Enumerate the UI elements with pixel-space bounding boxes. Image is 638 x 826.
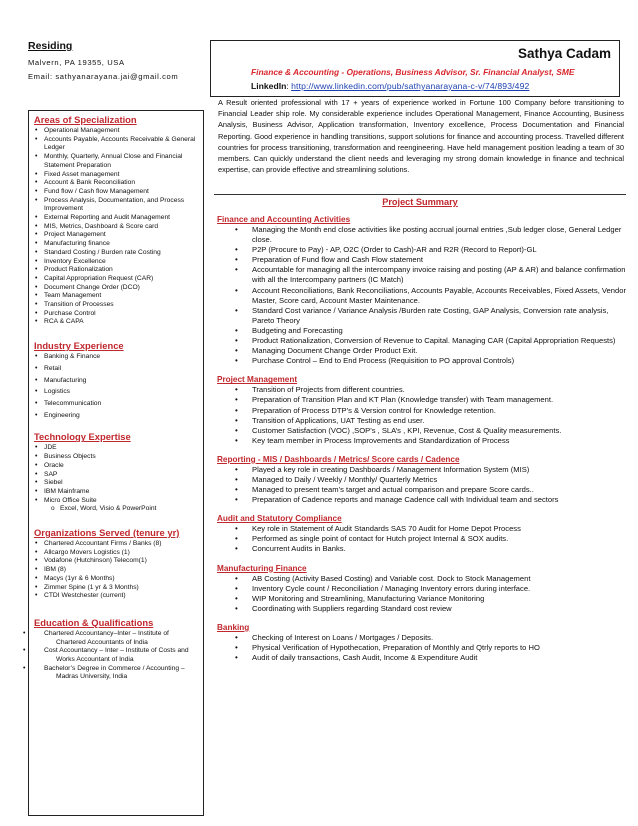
technology-item: • Micro Office Suite — [34, 497, 198, 506]
organization-item: • Zimmer Spine (1 yr & 3 Months) — [34, 584, 198, 593]
section-item: • Transition of Projects from different countries. — [252, 385, 626, 395]
education-item: • Bachelor’s Degree in Commerce / Accounting –Madras University, India — [34, 665, 198, 682]
organization-item: • Chartered Accountant Firms / Banks (8) — [34, 540, 198, 549]
education-list — [34, 630, 198, 682]
specialization-item: • Product Rationalization — [34, 266, 198, 275]
section-item: • Managed to Daily / Weekly / Monthly/ Quarterly Metrics — [252, 475, 626, 485]
section-list — [214, 633, 626, 663]
section-item: • Product Rationalization, Conversion of Revenue to Capital. Managing CAR (Capital Appropriation Requests) — [252, 336, 626, 346]
sidebar — [28, 110, 204, 816]
section-heading: Project Management — [217, 375, 298, 385]
specialization-item: • Document Change Order (DCO) — [34, 284, 198, 293]
technology-item: • IBM Mainframe — [34, 488, 198, 497]
specialization-item: • Team Management — [34, 292, 198, 301]
specialization-item: • Fund flow / Cash flow Management — [34, 188, 198, 197]
specialization-item: • Transition of Processes — [34, 301, 198, 310]
section-item: • Transition of Applications, UAT Testing as end user. — [252, 416, 626, 426]
summary-divider — [214, 194, 626, 195]
linkedin-link[interactable]: http://www.linkedin.com/pub/sathyanarayana-c-v/74/893/492 — [291, 81, 530, 91]
section-list — [214, 225, 626, 366]
section-item: • Key role in Statement of Audit Standards SAS 70 Audit for Home Depot Process — [252, 524, 626, 534]
industry-item: • Logistics — [34, 388, 198, 397]
residing-location: Malvern, PA 19355, USA — [28, 58, 125, 67]
candidate-name: Sathya Cadam — [517, 46, 611, 61]
section-item: • Checking of Interest on Loans / Mortgages / Deposits. — [252, 633, 626, 643]
candidate-title: Finance & Accounting - Operations, Business Advisor, Sr. Financial Analyst, SME — [251, 67, 575, 77]
section-item: • Managing Document Change Order Product Exit. — [252, 346, 626, 356]
section-heading: Manufacturing Finance — [217, 563, 307, 573]
residing-block — [28, 40, 208, 86]
technology-item: • SAP — [34, 471, 198, 480]
specialization-item: • Purchase Control — [34, 310, 198, 319]
section-list — [214, 574, 626, 614]
industry-item: • Engineering — [34, 412, 198, 421]
section-item: • Budgeting and Forecasting — [252, 326, 626, 336]
technology-item: • Oracle — [34, 462, 198, 471]
specialization-item: • Standard Costing / Burden rate Costing — [34, 249, 198, 258]
technology-sub-item: o Excel, Word, Visio & PowerPoint — [34, 505, 198, 514]
section-item: • Preparation of Transition Plan and KT Plan (Knowledge transfer) with Team management. — [252, 395, 626, 405]
education-heading: Education & Qualifications — [34, 616, 154, 628]
industry-heading: Industry Experience — [34, 340, 124, 352]
section-item: • Customer Satisfaction (VOC) ,SOP’s , SLA’s , KPI, Revenue, Cost & Quality measurements. — [252, 426, 626, 436]
section-item: • Accountable for managing all the intercompany invoice raising and posting (AP & AR) and balance confirmation with all the Intercompany partners (IC Match) — [252, 265, 626, 285]
section-item: • Managed to present team’s target and actual comparison and prepare Score cards.. — [252, 485, 626, 495]
specialization-item: • Manufacturing finance — [34, 240, 198, 249]
section-item: • Purchase Control – End to End Process (Requisition to PO approval Controls) — [252, 356, 626, 366]
industry-item: • Manufacturing — [34, 377, 198, 386]
residing-heading: Residing — [28, 40, 73, 52]
section-item: • AB Costing (Activity Based Costing) and Variable cost. Dock to Stock Management — [252, 574, 626, 584]
section-item: • Physical Verification of Hypothecation, Preparation of Monthly and Qtrly reports to HO — [252, 643, 626, 653]
section-item: • WIP Monitoring and Streamlining, Manufacturing Variance Monitoring — [252, 594, 626, 604]
section-heading: Audit and Statutory Compliance — [217, 514, 342, 524]
specialization-item: • Accounts Payable, Accounts Receivable & General Ledger — [34, 136, 198, 153]
section-list — [214, 524, 626, 554]
education-item: • Cost Accountancy – Inter – Institute of Costs and Works Accountant of India — [34, 647, 198, 664]
project-sections — [214, 215, 626, 663]
education-item: • Chartered Accountancy–Inter – Institute of Chartered Accountants of India — [34, 630, 198, 647]
specialization-item: • MIS, Metrics, Dashboard & Score card — [34, 223, 198, 232]
industry-item: • Banking & Finance — [34, 353, 198, 362]
section-heading: Finance and Accounting Activities — [217, 215, 351, 224]
section-item: • Coordinating with Suppliers regarding Standard cost review — [252, 604, 626, 614]
specialization-item: • Account & Bank Reconciliation — [34, 179, 198, 188]
section-item: • Account Reconciliations, Bank Reconciliations, Accounts Payable, Accounts Receivables, Fixed Assets, Vendor Master, Score card, Account Master Maintenance. — [252, 286, 626, 306]
section-item: • P2P (Procure to Pay) - AP, O2C (Order to Cash)-AR and R2R (Record to Report)-GL — [252, 245, 626, 255]
specialization-item: • RCA & CAPA — [34, 318, 198, 327]
linkedin-label: LinkedIn — [251, 81, 287, 91]
section-item: • Audit of daily transactions, Cash Audit, Income & Expenditure Audit — [252, 653, 626, 663]
section-item: • Preparation of Fund flow and Cash Flow statement — [252, 255, 626, 265]
specialization-heading: Areas of Specialization — [34, 114, 137, 125]
specialization-item: • External Reporting and Audit Management — [34, 214, 198, 223]
organization-item: • IBM (8) — [34, 566, 198, 575]
specialization-item: • Project Management — [34, 231, 198, 240]
technology-heading: Technology Expertise — [34, 431, 131, 443]
header-box — [210, 40, 620, 97]
section-item: • Key team member in Process Improvements and Standardization of Process — [252, 436, 626, 446]
specialization-item: • Inventory Excellence — [34, 258, 198, 267]
linkedin-sep: : — [286, 81, 289, 91]
residing-email: Email: sathyanarayana.jai@gmail.com — [28, 72, 179, 81]
section-item: • Preparation of Process DTP’s & Version control for Knowledge retention. — [252, 406, 626, 416]
specialization-item: • Fixed Asset management — [34, 171, 198, 180]
main-content — [214, 97, 626, 672]
section-heading: Reporting - MIS / Dashboards / Metrics/ Score cards / Cadence — [217, 454, 460, 464]
project-summary-title: Project Summary — [382, 197, 458, 207]
section-item: • Preparation of Cadence reports and manage Cadence call with Individual team and sectors — [252, 495, 626, 505]
section-item: • Concurrent Audits in Banks. — [252, 544, 626, 554]
specialization-item: • Capital Appropriation Request (CAR) — [34, 275, 198, 284]
section-list — [214, 385, 626, 446]
industry-list — [34, 353, 198, 420]
organization-item: • CTDI Westchester (current) — [34, 592, 198, 601]
organization-item: • Macys (1yr & 6 Months) — [34, 575, 198, 584]
technology-item: • Siebel — [34, 479, 198, 488]
specialization-item: • Operational Management — [34, 127, 198, 136]
section-item: • Managing the Month end close activities like posting accrual journal entries ,Sub ledger close, General Ledger close. — [252, 225, 626, 245]
industry-item: • Retail — [34, 365, 198, 374]
section-list — [214, 465, 626, 505]
technology-item: • JDE — [34, 444, 198, 453]
section-item: • Performed as single point of contact for Hutch project Internal & SOX audits. — [252, 534, 626, 544]
linkedin-line — [251, 81, 529, 91]
section-item: • Inventory Cycle count / Reconciliation / Managing Inventory errors during interface. — [252, 584, 626, 594]
organizations-list — [34, 540, 198, 601]
specialization-item: • Process Analysis, Documentation, and Process Improvement — [34, 197, 198, 214]
specialization-item: • Monthly, Quarterly, Annual Close and Financial Statement Preparation — [34, 153, 198, 170]
section-heading: Banking — [217, 622, 250, 632]
section-item: • Standard Cost variance / Variance Analysis /Burden rate Costing, GAP Analysis, Conversion rate analysis, Pareto Theory — [252, 306, 626, 326]
organizations-heading: Organizations Served (tenure yr) — [34, 527, 180, 539]
industry-item: • Telecommunication — [34, 400, 198, 409]
organization-item: • Allcargo Movers Logistics (1) — [34, 549, 198, 558]
section-item: • Played a key role in creating Dashboards / Management Information System (MIS) — [252, 465, 626, 475]
specialization-list — [34, 127, 198, 327]
professional-summary: A Result oriented professional with 17 + years of experience worked in Fortune 100 Company before transitioning to Financial Leader ship role. My considerable experience includes Operational Management, Finance Accounting, Business Analysis, Business Advisor, Application transformation, Inventory excellence, Process Documentation and Financial Reporting. Good experience in handling transitions, support solutions for finance and accounting process. Travelled different countries for process transitioning, transformation and reengineering. Have held management position leading a team of 30 members. Can quickly understand the client needs and leveraging my strong domain knowledge in finance and technical expertise, can provide effective and streamlining solutions. — [218, 98, 624, 175]
technology-list — [34, 444, 198, 514]
technology-item: • Business Objects — [34, 453, 198, 462]
organization-item: • Vodafone (Hutchinson) Telecom(1) — [34, 557, 198, 566]
